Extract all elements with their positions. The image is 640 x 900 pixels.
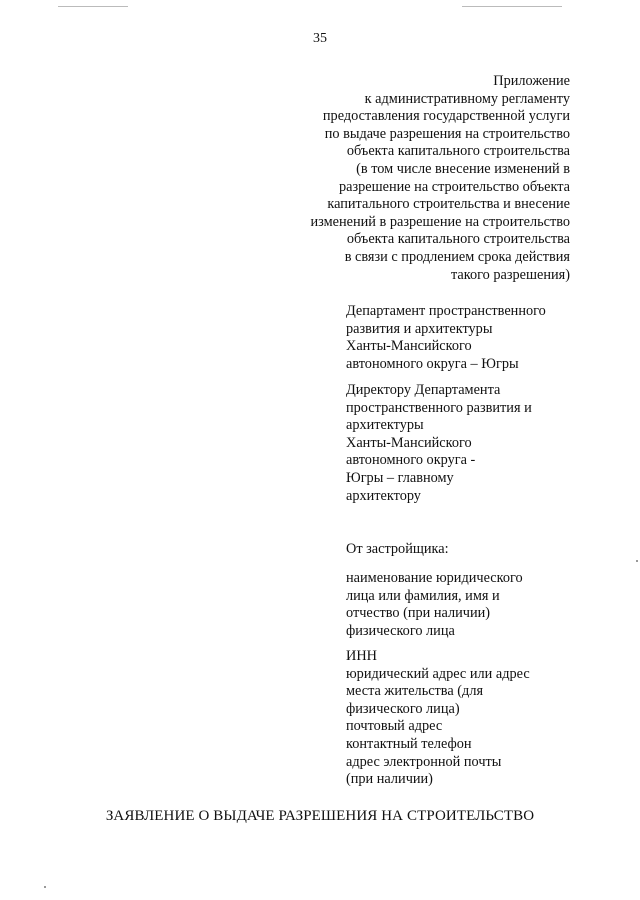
- appendix-line: такого разрешения): [451, 266, 570, 283]
- appendix-line: капитального строительства и внесение: [327, 196, 570, 213]
- department-block: [346, 303, 546, 373]
- appendix-line: разрешение на строительство объекта: [338, 178, 570, 195]
- applicant-detail-line: юридический адрес или адрес: [346, 665, 530, 682]
- appendix-line: в связи с продлением срока действия: [344, 248, 570, 265]
- appendix-line: (в том числе внесение изменений в: [356, 160, 570, 177]
- department-line: Департамент пространственного: [346, 303, 546, 319]
- appendix-line: объекта капитального строительства: [346, 143, 570, 160]
- appendix-line: по выдаче разрешения на строительство: [324, 125, 570, 142]
- applicant-detail-line: места жительства (для: [346, 683, 484, 700]
- director-line: архитектору: [346, 487, 421, 504]
- appendix-header: [311, 73, 570, 284]
- director-line: пространственного развития и: [346, 399, 532, 416]
- applicant-detail-line: физического лица): [346, 700, 460, 717]
- applicant-detail-line: адрес электронной почты: [346, 753, 502, 770]
- applicant-name-line: отчество (при наличии): [346, 605, 491, 622]
- department-line: развития и архитектуры: [346, 320, 493, 337]
- from-label-text: От застройщика:: [346, 541, 449, 557]
- scan-artifact-left: [58, 6, 128, 7]
- applicant-detail-line: ИНН: [346, 648, 377, 664]
- applicant-detail-line: почтовый адрес: [346, 718, 443, 735]
- director-line: Директору Департамента: [346, 382, 501, 398]
- director-line: Югры – главному: [346, 469, 454, 486]
- applicant-detail-line: контактный телефон: [346, 735, 472, 752]
- page-number: 35: [313, 31, 327, 46]
- director-line: автономного округа -: [346, 452, 476, 469]
- applicant-detail-line: (при наличии): [346, 771, 433, 788]
- appendix-line: объекта капитального строительства: [346, 231, 570, 248]
- applicant-name-block: [346, 570, 523, 640]
- director-line: Ханты-Мансийского: [346, 434, 472, 451]
- appendix-line: изменений в разрешение на строительство: [310, 213, 570, 230]
- department-line: автономного округа – Югры: [346, 355, 519, 372]
- applicant-name-line: физического лица: [346, 622, 455, 639]
- appendix-line: к административному регламенту: [364, 90, 570, 107]
- scan-artifact-right: [462, 6, 562, 7]
- from-label: [346, 541, 449, 559]
- scan-artifact-edge: [636, 560, 638, 562]
- applicant-name-line: наименование юридического: [346, 570, 523, 586]
- scan-artifact-corner: [44, 886, 46, 888]
- applicant-details-block: [346, 648, 530, 789]
- director-line: архитектуры: [346, 417, 424, 434]
- document-title: ЗАЯВЛЕНИЕ О ВЫДАЧЕ РАЗРЕШЕНИЯ НА СТРОИТЕЛЬСТВО: [105, 808, 535, 824]
- department-line: Ханты-Мансийского: [346, 338, 472, 355]
- applicant-name-line: лица или фамилия, имя и: [346, 587, 500, 604]
- appendix-line: предоставления государственной услуги: [322, 108, 570, 125]
- director-block: [346, 382, 532, 505]
- appendix-line: Приложение: [493, 73, 570, 89]
